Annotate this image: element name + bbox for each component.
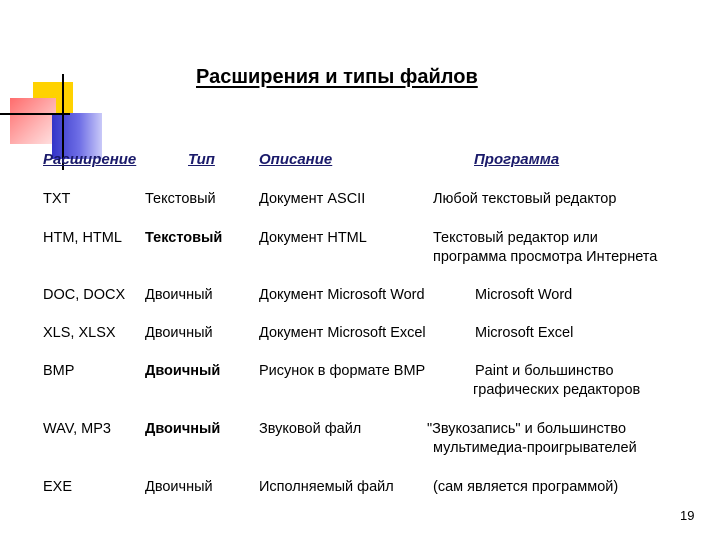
cell-desc: Рисунок в формате BMP xyxy=(259,363,426,379)
header-program: Программа xyxy=(474,151,560,168)
cell-prog: Microsoft Word xyxy=(475,287,573,303)
cell-desc: Документ Microsoft Excel xyxy=(259,325,426,341)
cell-ext: HTM, HTML xyxy=(43,230,122,246)
cell-prog: Paint и большинство xyxy=(475,363,614,379)
cell-prog-line2: мультимедиа-проигрывателей xyxy=(433,440,637,456)
cell-type: Двоичный xyxy=(145,421,221,437)
cell-prog-line2: графических редакторов xyxy=(473,382,641,398)
cell-type: Двоичный xyxy=(145,363,221,379)
cell-prog: Текстовый редактор или xyxy=(433,230,598,246)
cell-prog: Microsoft Excel xyxy=(475,325,574,341)
cell-ext: XLS, XLSX xyxy=(43,325,116,341)
cell-prog: (сам является программой) xyxy=(433,479,619,495)
cell-ext: TXT xyxy=(43,191,71,207)
decor-red-square xyxy=(10,98,56,144)
cell-ext: BMP xyxy=(43,363,75,379)
cell-desc: Документ HTML xyxy=(259,230,367,246)
page-number: 19 xyxy=(680,508,695,523)
slide-title: Расширения и типы файлов xyxy=(196,66,478,88)
header-description: Описание xyxy=(259,151,333,168)
cell-type: Двоичный xyxy=(145,287,213,303)
header-extension: Расширение xyxy=(43,151,137,168)
cell-type: Текстовый xyxy=(145,230,223,246)
cell-ext: EXE xyxy=(43,479,73,495)
cell-desc: Документ Microsoft Word xyxy=(259,287,425,303)
cell-prog: Любой текстовый редактор xyxy=(433,191,617,207)
cell-ext: WAV, MP3 xyxy=(43,421,111,437)
cell-desc: Документ ASCII xyxy=(259,191,366,207)
header-type: Тип xyxy=(188,151,215,168)
cell-prog-line2: программа просмотра Интернета xyxy=(433,249,658,265)
cell-ext: DOC, DOCX xyxy=(43,287,126,303)
cell-type: Двоичный xyxy=(145,479,213,495)
decor-horizontal-line xyxy=(0,113,70,115)
cell-desc: Звуковой файл xyxy=(259,421,362,437)
cell-type: Текстовый xyxy=(145,191,216,207)
cell-prog: "Звукозапись" и большинство xyxy=(427,421,627,437)
cell-desc: Исполняемый файл xyxy=(259,479,394,495)
cell-type: Двоичный xyxy=(145,325,213,341)
